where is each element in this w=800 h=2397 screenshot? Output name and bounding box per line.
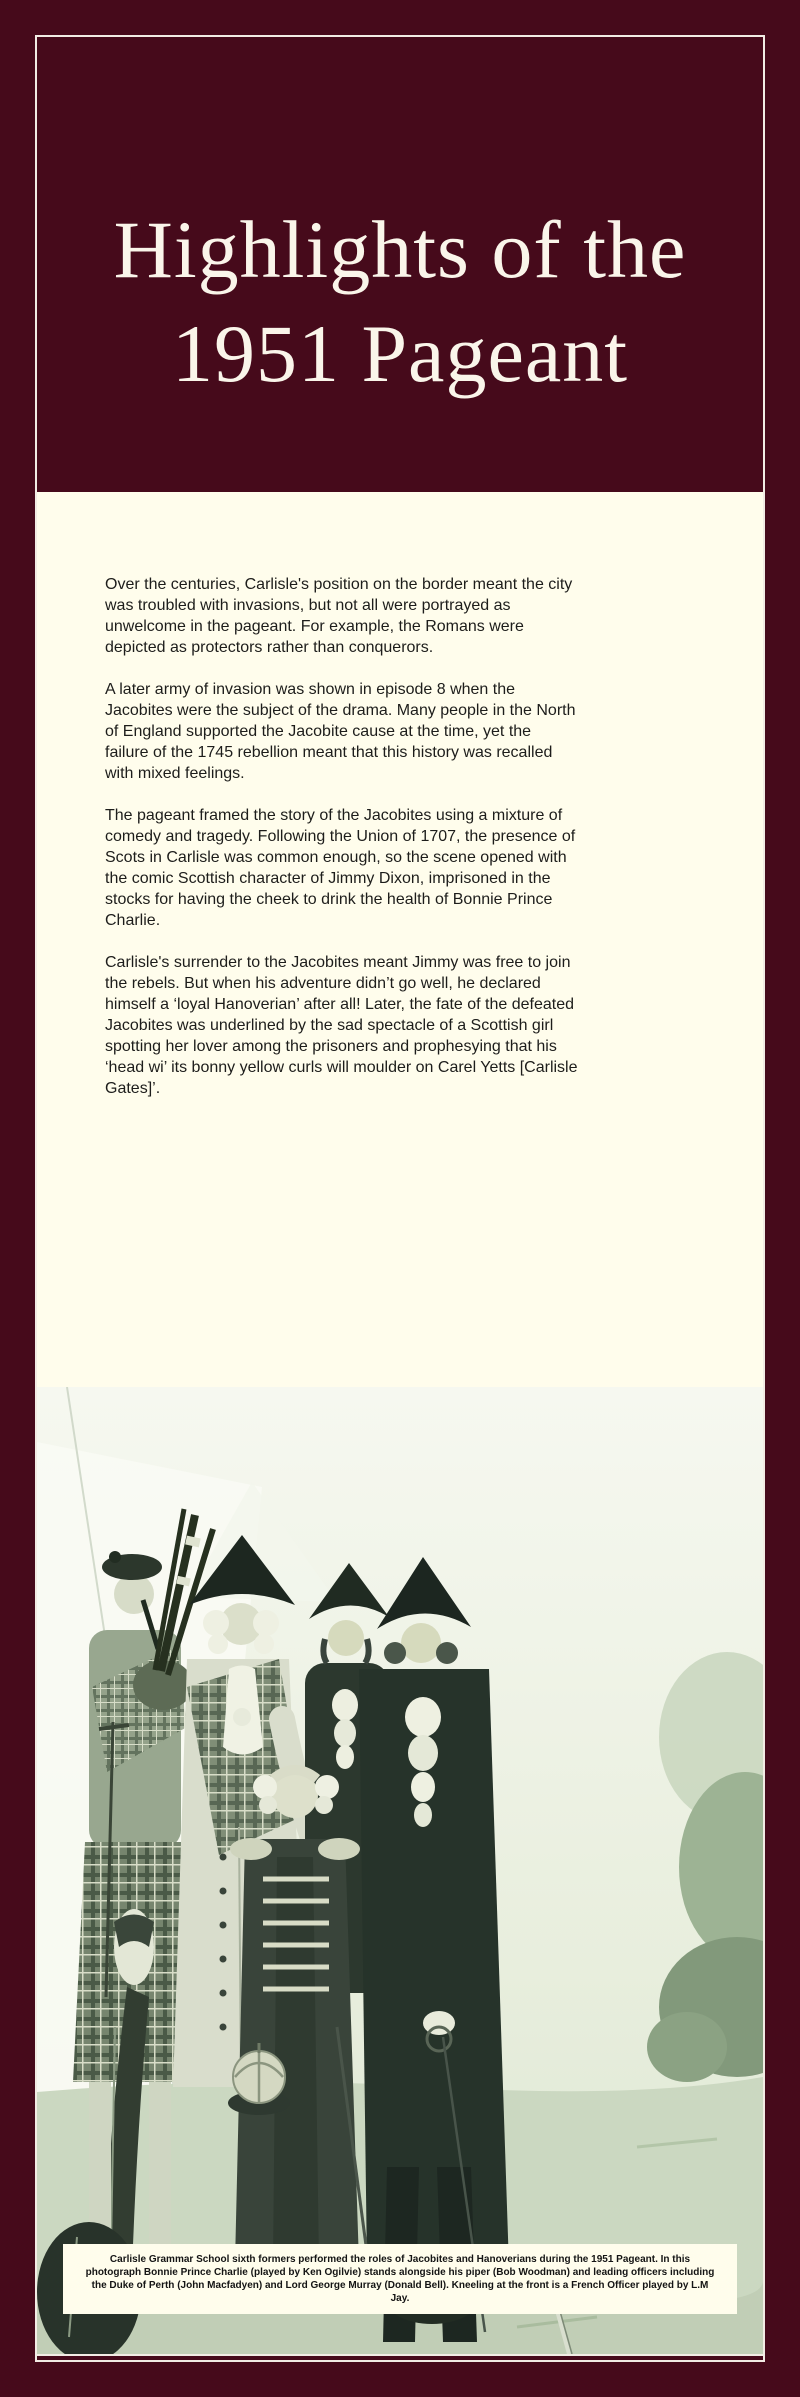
page-title <box>114 198 687 406</box>
officer-murray-figure <box>359 1557 509 2342</box>
french-officer-figure <box>228 1770 367 2263</box>
pageant-photo-illustration <box>37 1387 763 2354</box>
text-panel <box>37 492 763 1387</box>
pageant-photo <box>37 1387 763 2354</box>
title-line-2: 1951 Pageant <box>171 307 629 399</box>
body-paragraph: A later army of invasion was shown in episode 8 when the Jacobites were the subject of the drama. Many people in the North of England supported the Jacobite cause at the time, yet the failure of the 1745 rebellion meant that this history was recalled with mixed feelings. <box>105 681 576 782</box>
body-paragraph: The pageant framed the story of the Jacobites using a mixture of comedy and tragedy. Following the Union of 1707, the presence of Scots in Carlisle was common enough, so the scene opened with the comic Scottish character of Jimmy Dixon, imprisoned in the stocks for having the cheek to drink the health of Bonnie Prince Charlie. <box>105 807 576 929</box>
title-line-1: Highlights of the <box>113 203 687 295</box>
body-paragraph: Carlisle's surrender to the Jacobites meant Jimmy was free to join the rebels. But when his adventure didn’t go well, he declared himself a ‘loyal Hanoverian’ after all! Later, the fate of the defeated Jacobites was underlined by the sad spectacle of a Scottish girl spotting her lover among the prisoners and prophesying that his ‘head wi’ its bonny yellow curls will moulder on Carel Yetts [Carlisle Gates]’. <box>105 954 578 1097</box>
display-frame <box>35 35 765 2362</box>
body-paragraph: Over the centuries, Carlisle's position on the border meant the city was troubled with invasions, but not all were portrayed as unwelcome in the pageant. For example, the Romans were depicted as protectors rather than conquerors. <box>105 576 573 656</box>
body-text <box>105 574 579 1099</box>
photo-caption: Carlisle Grammar School sixth formers performed the roles of Jacobites and Hanoverians during the 1951 Pageant. In this photograph Bonnie Prince Charlie (played by Ken Ogilvie) stands alongside his piper (Bob Woodman) and leading officers including the Duke of Perth (John Macfadyen) and Lord George Murray (Donald Bell). Kneeling at the front is a French Officer played by L.M Jay. <box>63 2244 737 2314</box>
header-section <box>37 37 763 492</box>
